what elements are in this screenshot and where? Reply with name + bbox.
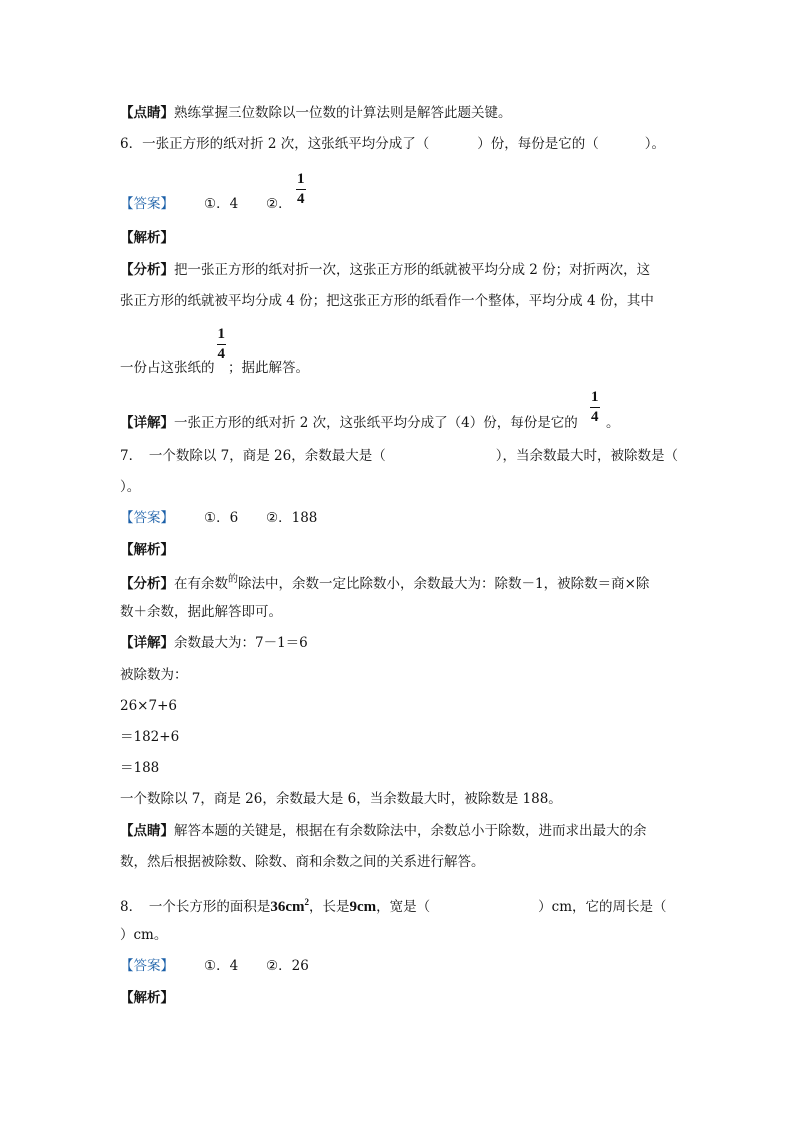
q7-answer-2: ②．188	[266, 510, 318, 526]
text: 余数最大为：7－1＝6	[174, 635, 308, 651]
q7-text-a: 7． 一个数除以 7，商是 26，余数最大是（	[120, 448, 386, 464]
fraction	[590, 390, 600, 425]
text: 张正方形的纸就被平均分成 4 份；把这张正方形的纸看作一个整体，平均分成 4 份，其中	[120, 293, 654, 309]
q8-answer-2: ②．26	[266, 958, 309, 974]
q7-calc-3	[120, 728, 179, 746]
text: ）。	[120, 479, 141, 495]
q7-calc-1	[120, 666, 188, 684]
q6-answer-fraction	[296, 172, 306, 207]
text: 一张正方形的纸对折 2 次，这张纸平均分成了（4）份，每份是它的	[174, 415, 578, 431]
tag-xiangjie: 【详解】	[120, 635, 174, 651]
q7-answer	[120, 509, 318, 527]
fraction-denominator: 4	[591, 409, 599, 425]
text: 解答本题的关键是，根据在有余数除法中，余数总小于除数，进而求出最大的余	[174, 823, 647, 839]
q8-text-a: 8． 一个长方形的面积是	[120, 899, 271, 915]
text: 一个数除以 7，商是 26，余数最大是 6，当余数最大时，被除数是 188。	[120, 791, 562, 807]
area-exponent: 2	[304, 897, 309, 907]
fraction-numerator: 1	[591, 389, 599, 405]
q6-text-b: ）份，每份是它的（	[477, 136, 599, 152]
q8-answer-1: ①．4	[204, 958, 239, 974]
tag-fenxi: 【分析】	[120, 576, 174, 592]
line-dianjing-q5	[120, 104, 512, 122]
q6-jiexi	[120, 229, 174, 247]
tag-answer: 【答案】	[120, 196, 174, 212]
q7-answer-1: ①．6	[204, 510, 239, 526]
q7-text-b: ），当余数最大时，被除数是（	[495, 448, 678, 464]
question-7	[120, 447, 678, 465]
q7-xiangjie	[120, 634, 308, 652]
fraction-denominator: 4	[217, 346, 225, 362]
q7-fenxi-2	[120, 603, 282, 621]
tag-dianjing: 【点睛】	[120, 105, 174, 121]
text-end: 。	[606, 415, 620, 431]
text-superscript: 的	[228, 574, 238, 585]
text: ；据此解答。	[228, 360, 309, 376]
tag-jiexi: 【解析】	[120, 542, 174, 558]
text: 被除数为：	[120, 667, 188, 683]
tag-dianjing: 【点睛】	[120, 823, 174, 839]
tag-answer: 【答案】	[120, 958, 174, 974]
fraction-bar	[296, 189, 306, 190]
question-8-cont	[120, 926, 167, 944]
fraction-bar	[590, 407, 600, 408]
q8-length: 9cm	[349, 899, 377, 915]
q8-text-b: ，长是	[309, 899, 350, 915]
q7-fenxi-1	[120, 575, 649, 595]
fraction-bar	[217, 344, 227, 345]
text: 在有余数	[174, 576, 228, 592]
q8-answer	[120, 957, 309, 975]
tag-answer: 【答案】	[120, 510, 174, 526]
fraction	[217, 327, 227, 362]
q7-calc-4	[120, 759, 159, 777]
text: 数＋余数，据此解答即可。	[120, 604, 282, 620]
text: 除法中，余数一定比除数小，余数最大为：除数－1，被除数＝商×除	[238, 576, 650, 592]
tag-jiexi: 【解析】	[120, 990, 174, 1006]
q6-fenxi-2	[120, 292, 654, 310]
text: 把一张正方形的纸对折一次，这张正方形的纸就被平均分成 2 份；对折两次，这	[174, 262, 651, 278]
q7-calc-5	[120, 790, 562, 808]
q7-dianjing-1	[120, 822, 647, 840]
q7-jiexi	[120, 541, 174, 559]
q6-xiangjie	[120, 389, 620, 432]
fraction-numerator: 1	[217, 326, 225, 342]
q8-jiexi	[120, 989, 174, 1007]
text: ＝182+6	[120, 729, 180, 745]
q6-fenxi-1	[120, 261, 650, 279]
q8-area	[270, 899, 309, 915]
q6-text-a: 6．一张正方形的纸对折 2 次，这张纸平均分成了（	[120, 136, 430, 152]
text: ＝188	[120, 760, 160, 776]
q6-answer-1: ①．4	[204, 196, 239, 212]
q8-text-c: ，宽是（	[376, 899, 431, 915]
q6-text-c: ）。	[644, 136, 666, 152]
q7-calc-2	[120, 697, 177, 715]
q8-text-d: ）cm，它的周长是（	[538, 899, 667, 915]
text: 26×7+6	[120, 698, 177, 714]
fraction-numerator: 1	[297, 171, 305, 187]
text: 熟练掌握三位数除以一位数的计算法则是解答此题关键。	[174, 105, 512, 121]
text: 一份占这张纸的	[120, 360, 215, 376]
question-7-cont	[120, 478, 140, 496]
q6-answer-2-label: ②．	[266, 196, 292, 212]
text: 数，然后根据被除数、除数、商和余数之间的关系进行解答。	[120, 854, 485, 870]
q7-dianjing-2	[120, 853, 485, 871]
q6-answer	[120, 171, 305, 212]
tag-jiexi: 【解析】	[120, 230, 174, 246]
tag-fenxi: 【分析】	[120, 262, 174, 278]
area-value: 36cm	[270, 899, 305, 915]
q6-fenxi-3	[120, 326, 309, 376]
question-8	[120, 893, 667, 916]
text: ）cm。	[120, 927, 168, 943]
fraction-denominator: 4	[297, 191, 305, 207]
question-6	[120, 135, 665, 153]
tag-xiangjie: 【详解】	[120, 415, 174, 431]
